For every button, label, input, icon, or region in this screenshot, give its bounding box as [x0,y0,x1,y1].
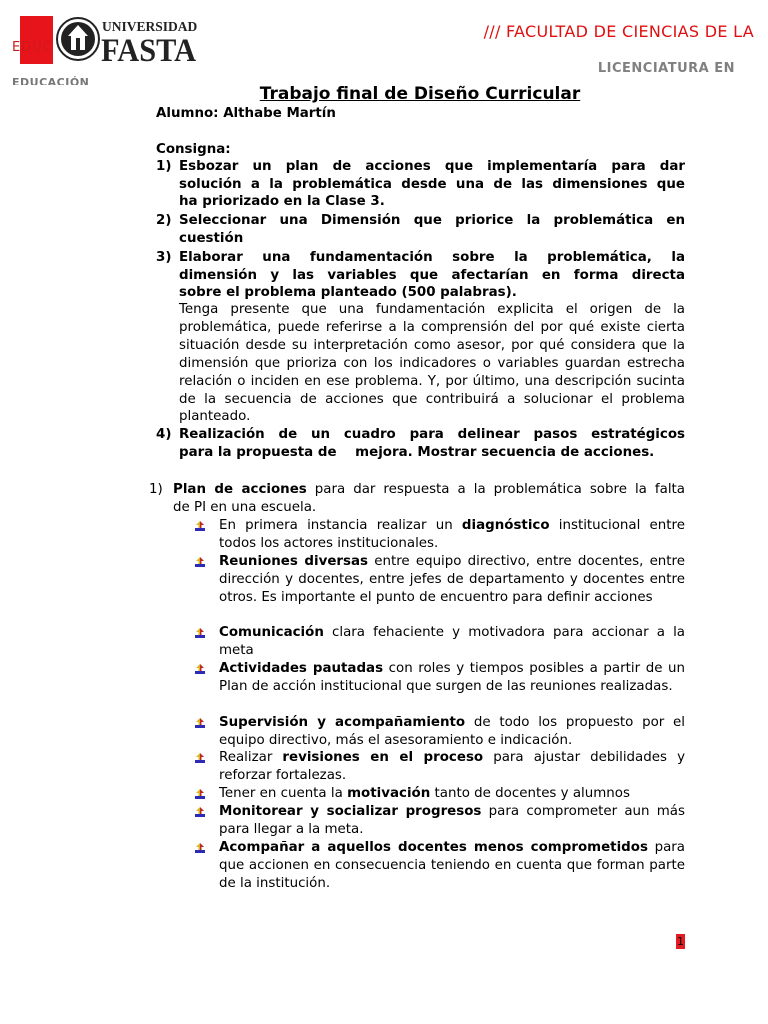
bullet-text-pre: En primera instancia realizar un [219,518,462,533]
consigna-item-line: ha priorizado en la Clase 3. [179,194,385,210]
arrow-bullet-icon [195,628,205,638]
consigna-item-line: Esbozar un plan de acciones que implementaría para dar [179,159,685,174]
student-name: Alumno: Althabe Martín [156,106,336,121]
consigna-item-number: 4) [156,427,172,442]
arrow-bullet-icon [195,718,205,728]
plan-bullet-item [219,749,685,785]
bullet-text-post: para que accionen en consecuencia teniendo en cuenta que forman parte de la institución. [219,840,685,891]
plan-heading: Plan de acciones [173,482,307,497]
bullet-text-pre: Realizar [219,750,283,765]
plan-number: 1) [149,482,163,497]
bullet-text-bold: Actividades pautadas [219,661,384,676]
bullet-text-post: institucional entre todos los actores institucionales. [219,518,685,551]
consigna-item-line: Seleccionar una Dimensión que priorice la problemática en [179,213,685,228]
bullet-text-pre: Tener en cuenta la [219,786,348,801]
consigna-item-number: 1) [156,159,172,174]
plan-bullet-item [219,517,685,553]
bullet-text-post: clara fehaciente y motivadora para accionar a la meta [219,625,685,658]
bullet-text-bold: diagnóstico [461,518,550,533]
document-title: Trabajo final de Diseño Curricular [259,84,581,104]
header-faculty-fragment: EDUC [12,40,53,55]
consigna-item-line: sobre el problema planteado (500 palabras). [179,285,517,301]
plan-bullet-item [219,660,685,696]
plan-heading-line2: de PI en una escuela. [173,500,317,515]
consigna-item-line: dimensión y las variables que afectarían en forma directa [179,267,685,283]
consigna-item-number: 3) [156,250,172,265]
bullet-text-post: entre equipo directivo, entre docentes, entre dirección y docentes, entre jefes de departamento y docentes entre otros. Es importante el punto de encuentro para definir acciones [219,554,685,605]
arrow-bullet-icon [195,664,205,674]
bullet-text-bold: Acompañar a aquellos docentes menos comprometidos [219,840,648,855]
plan-bullet-item [219,785,685,803]
plan-bullet-item [219,839,685,893]
consigna-item-line: para la propuesta de mejora. Mostrar secuencia de acciones. [179,444,655,460]
arrow-bullet-icon [195,789,205,799]
bullet-text-post: para ajustar debilidades y reforzar fortalezas. [219,750,685,783]
bullet-text-bold: Supervisión y acompañamiento [219,715,466,730]
header-education-fragment: EDUCACIÓN [12,76,90,85]
fundamentacion-note: Tenga presente que una fundamentación explicita el origen de la problemática, puede referirse a la comprensión del por qué existe cierta situación desde su interpretación como asesor, por qué considera que la dimensión que prioriza con los indicadores o variables guardan estrecha relación o inciden en ese problema. Y, por último, una descripción sucinta de la secuencia de acciones que contribuirá a solucionar el problema planteado. [179,302,685,425]
arrow-bullet-icon [195,753,205,763]
arrow-bullet-icon [195,521,205,531]
consigna-item-line: Realización de un cuadro para delinear pasos estratégicos [179,427,685,442]
bullet-text-post: tanto de docentes y alumnos [430,786,630,801]
bullet-text-post: para comprometer aun más para llegar a la meta. [219,804,685,837]
page-number: 1 [677,935,684,948]
consigna-item-line: cuestión [179,230,244,246]
plan-bullet-item [219,624,685,660]
bullet-text-post: con roles y tiempos posibles a partir de un Plan de acción institucional que surgen de las reuniones realizadas. [219,661,685,694]
bullet-text-post: de todo los propuesto por el equipo directivo, más el asesoramiento e indicación. [219,715,685,748]
licenciatura-header: LICENCIATURA EN [597,61,735,76]
bullet-text-bold: revisiones en el proceso [282,750,484,765]
faculty-header: /// FACULTAD DE CIENCIAS DE LA [483,22,754,41]
plan-bullet-item [219,803,685,839]
plan-heading-line [173,481,685,499]
logo-text-universidad: UNIVERSIDAD [102,19,198,34]
plan-bullet-item [219,553,685,607]
bullet-text-bold: Reuniones diversas [219,554,369,569]
arrow-bullet-icon [195,843,205,853]
consigna-item-line: Elaborar una fundamentación sobre la problemática, la [179,250,685,265]
university-logo [56,14,198,66]
plan-heading-rest: para dar respuesta a la problemática sobre la falta [306,482,685,497]
consigna-item-number: 2) [156,213,172,228]
bullet-text-bold: motivación [347,786,431,801]
bullet-text-bold: Comunicación [219,625,324,640]
consigna-item-line: solución a la problemática desde una de las dimensiones que [179,176,685,192]
bullet-text-bold: Monitorear y socializar progresos [219,804,482,819]
arrow-bullet-icon [195,557,205,567]
consigna-label: Consigna: [156,142,231,157]
plan-bullet-item [219,714,685,750]
arrow-bullet-icon [195,807,205,817]
logo-text-fasta: FASTA [101,33,197,66]
